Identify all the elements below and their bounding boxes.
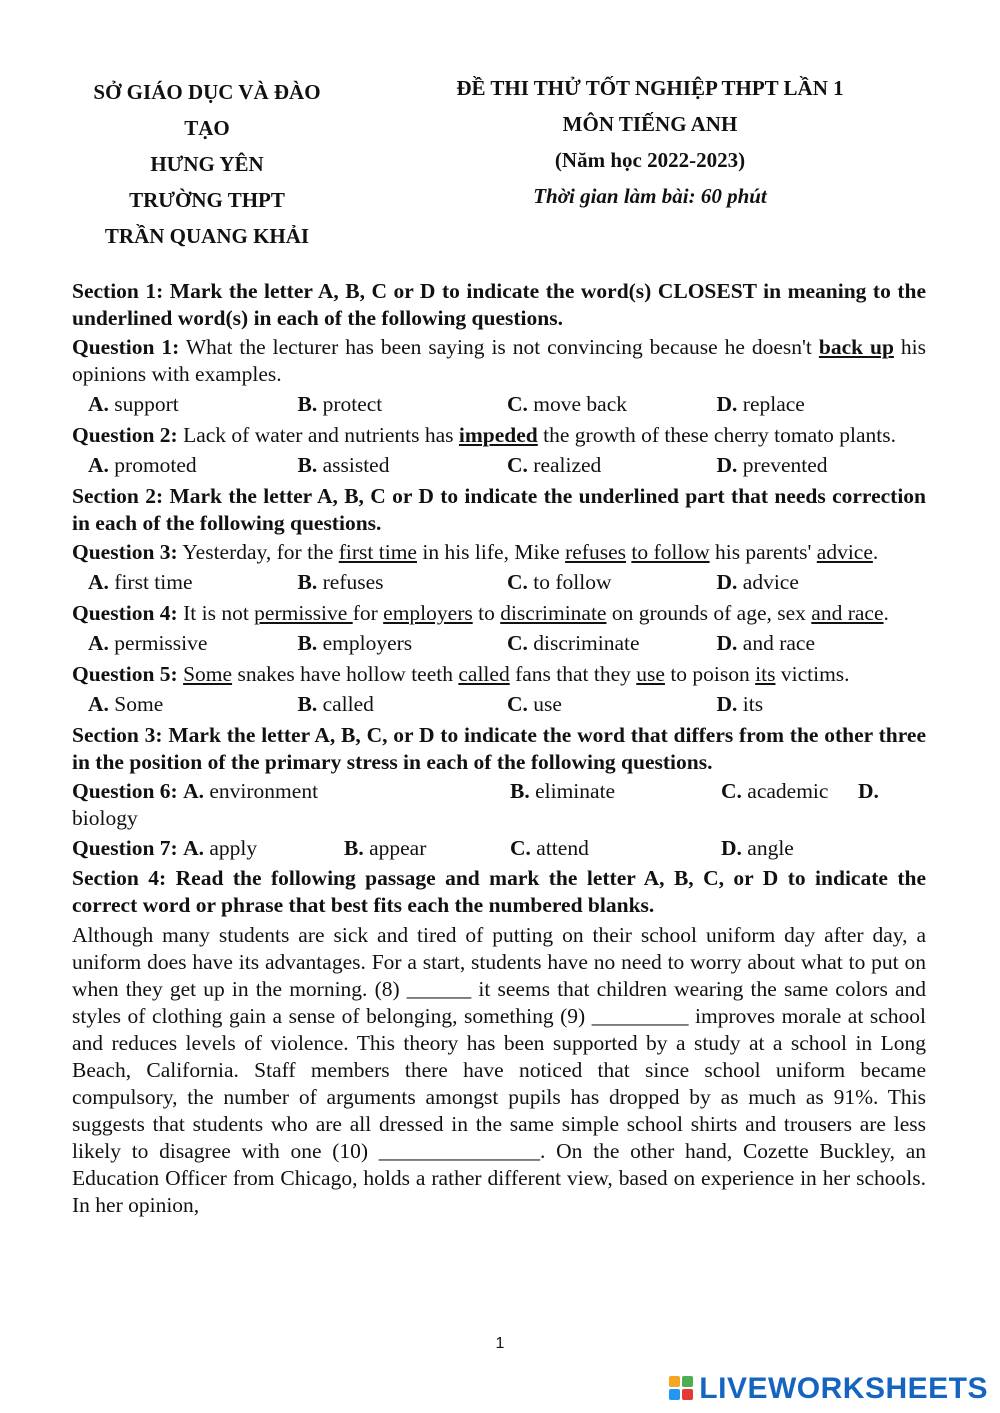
option-b[interactable]: B. called — [297, 692, 374, 716]
option-c[interactable]: C. academic — [721, 779, 829, 803]
option-b[interactable]: B. appear — [344, 836, 427, 860]
school-header-line: TRƯỜNG THPT — [129, 188, 285, 212]
underlined-part: called — [458, 662, 510, 686]
answer-options — [72, 630, 926, 657]
option-a[interactable]: A. permissive — [88, 631, 208, 655]
question-1 — [72, 334, 926, 388]
underlined-part: to follow — [631, 540, 710, 564]
question-7 — [72, 835, 926, 865]
liveworksheets-logo — [669, 1372, 988, 1404]
option-b[interactable]: B. employers — [297, 631, 413, 655]
school-header-line: HƯNG YÊN — [150, 152, 264, 176]
underlined-part: its — [755, 662, 776, 686]
reading-passage: Although many students are sick and tired of putting on their school uniform day after day, a uniform does have its advantages. For a start, students have no need to worry about what to put on when they get up in the morning. (8) ______ it seems that children wearing the same colors and styles of clothing gain a sense of belonging, something (9) _________ improves morale at school and reduces levels of violence. This theory has been supported by a study at a school in Long Beach, California. Staff members there have noticed that since school uniform became compulsory, the number of arguments amongst pupils has dropped by as much as 91%. This suggests that students who are all dressed in the same simple school shirts and trousers are less likely to disagree with one (10) _______________. On the other hand, Cozette Buckley, an Education Officer from Chicago, holds a rather different view, based on experience in her schools. In her opinion, — [72, 923, 926, 1217]
question-label: Question 3: — [72, 540, 178, 564]
answer-options — [72, 691, 926, 718]
page-number: 1 — [495, 1335, 505, 1352]
school-header-line: TRẦN QUANG KHẢI — [104, 224, 310, 248]
exam-time: Thời gian làm bài: 60 phút — [533, 184, 767, 208]
option-b[interactable]: B. protect — [297, 392, 383, 416]
question-3: Question 3: Yesterday, for the first time in his life, Mike refuses to follow his parents' advice. — [72, 540, 879, 564]
underlined-part: use — [636, 662, 665, 686]
option-d[interactable]: D. prevented — [716, 453, 828, 477]
option-a[interactable]: A. Some — [88, 692, 164, 716]
option-c[interactable]: C. use — [507, 692, 562, 716]
answer-options — [72, 452, 926, 479]
exam-subject: MÔN TIẾNG ANH — [562, 112, 738, 136]
question-label: Question 5: — [72, 662, 178, 686]
school-header — [62, 74, 352, 254]
option-a[interactable]: A. promoted — [88, 453, 197, 477]
underlined-word: impeded — [458, 423, 538, 447]
question-label: Question 1: — [72, 335, 180, 359]
option-d-letter[interactable]: D. — [858, 779, 879, 803]
option-d[interactable]: D. and race — [716, 631, 815, 655]
option-a[interactable]: A. first time — [88, 570, 193, 594]
exam-title: ĐỀ THI THỬ TỐT NGHIỆP THPT LẦN 1 — [456, 76, 844, 100]
underlined-word: back up — [818, 335, 894, 359]
option-c[interactable]: C. to follow — [507, 570, 612, 594]
question-label: Question 2: — [72, 423, 178, 447]
underlined-part: Some — [183, 662, 233, 686]
question-text: the growth of these cherry tomato plants. — [537, 423, 897, 447]
section-2-title: Section 2: Mark the letter A, B, C or D to indicate the underlined part that needs correction in each of the following questions. — [72, 484, 926, 535]
option-b[interactable]: B. eliminate — [510, 779, 616, 803]
section-1-title: Section 1: Mark the letter A, B, C or D to indicate the word(s) CLOSEST in meaning to the underlined word(s) in each of the following questions. — [72, 279, 926, 330]
question-text: his opinions with examples. — [72, 335, 926, 386]
option-a[interactable]: A. support — [88, 392, 179, 416]
question-6-a[interactable]: Question 6: A. environment — [72, 779, 319, 803]
option-c[interactable]: C. discriminate — [507, 631, 640, 655]
option-d-text[interactable]: biology — [72, 806, 138, 830]
answer-options — [72, 569, 926, 596]
option-c[interactable]: C. attend — [510, 836, 589, 860]
exam-header — [400, 70, 900, 214]
question-2 — [72, 422, 926, 449]
option-c[interactable]: C. realized — [507, 453, 602, 477]
option-d[interactable]: D. its — [716, 692, 764, 716]
question-7-a[interactable]: Question 7: A. apply — [72, 836, 258, 860]
underlined-part: refuses — [565, 540, 626, 564]
option-b[interactable]: B. assisted — [297, 453, 390, 477]
underlined-part: employers — [383, 601, 473, 625]
option-d[interactable]: D. angle — [721, 836, 794, 860]
question-6 — [72, 778, 926, 832]
question-text: Lack of water and nutrients has — [177, 423, 459, 447]
section-4-title: Section 4: Read the following passage and mark the letter A, B, C, or D to indicate the correct word or phrase that best fits each the numbered blanks. — [72, 866, 926, 917]
underlined-part: discriminate — [500, 601, 607, 625]
logo-icon — [669, 1376, 693, 1400]
question-5: Question 5: Some snakes have hollow teeth called fans that they use to poison its victims. — [72, 662, 850, 686]
option-c[interactable]: C. move back — [507, 392, 628, 416]
section-3-title: Section 3: Mark the letter A, B, C, or D to indicate the word that differs from the other three in the position of the primary stress in each of the following questions. — [72, 723, 926, 774]
question-label: Question 4: — [72, 601, 178, 625]
answer-options — [72, 391, 926, 418]
exam-content — [72, 278, 926, 1219]
option-d[interactable]: D. advice — [716, 570, 799, 594]
question-text: What the lecturer has been saying is not convincing because he doesn't — [179, 335, 819, 359]
option-d[interactable]: D. replace — [716, 392, 805, 416]
underlined-part: and race — [811, 601, 884, 625]
option-b[interactable]: B. refuses — [297, 570, 384, 594]
logo-text: LIVEWORKSHEETS — [699, 1371, 988, 1405]
underlined-part: advice — [816, 540, 873, 564]
underlined-part: permissive — [254, 601, 353, 625]
exam-year: (Năm học 2022-2023) — [554, 148, 746, 172]
underlined-part: first time — [338, 540, 417, 564]
school-header-line: TẠO — [184, 116, 230, 140]
question-4: Question 4: It is not permissive for employers to discriminate on grounds of age, sex and race. — [72, 601, 889, 625]
school-header-line: SỞ GIÁO DỤC VÀ ĐÀO — [93, 80, 321, 104]
